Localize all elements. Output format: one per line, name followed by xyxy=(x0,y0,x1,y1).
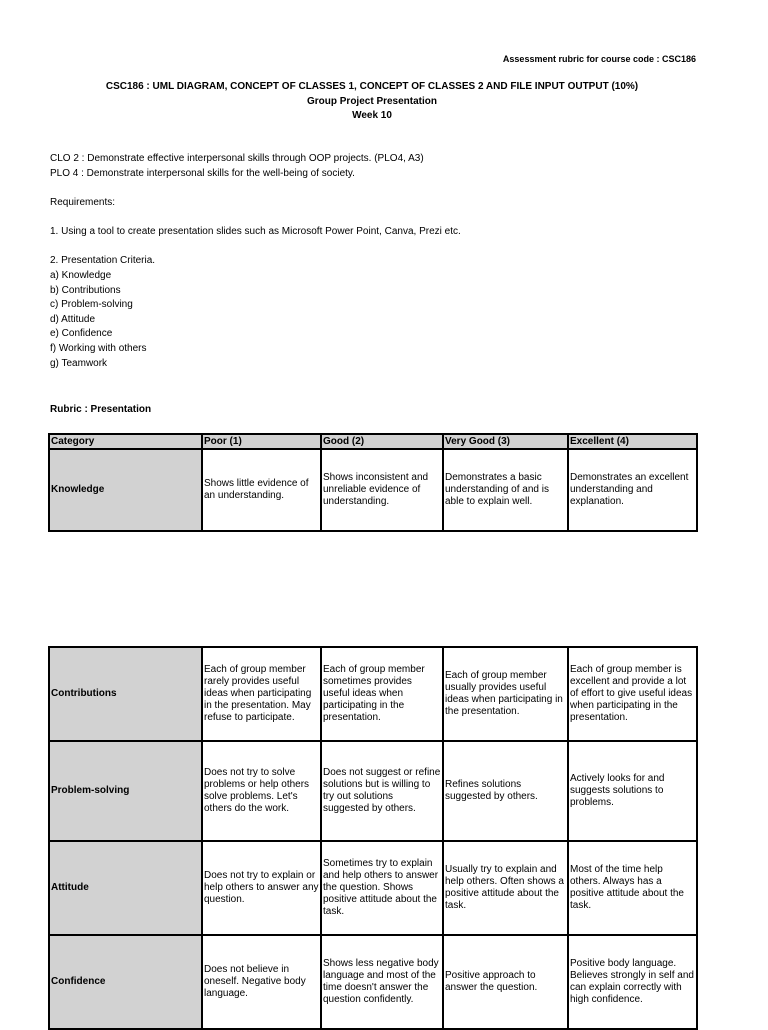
very-good-cell: Each of group member usually provides useful ideas when participating in the presentation. xyxy=(443,647,568,741)
header-excellent: Excellent (4) xyxy=(568,434,697,449)
table-header-row xyxy=(49,434,697,449)
rubric-table-part-1 xyxy=(48,433,698,532)
document-week: Week 10 xyxy=(352,110,392,121)
poor-cell: Does not try to solve problems or help others solve problems. Let's others do the work. xyxy=(202,741,321,841)
good-cell: Shows inconsistent and unreliable evidence of understanding. xyxy=(321,449,443,531)
very-good-cell: Positive approach to answer the question. xyxy=(443,935,568,1029)
criteria-item: b) Contributions xyxy=(50,285,121,296)
header-good: Good (2) xyxy=(321,434,443,449)
category-cell: Contributions xyxy=(49,647,202,741)
criteria-item: a) Knowledge xyxy=(50,270,112,281)
requirement-item-1: 1. Using a tool to create presentation slides such as Microsoft Power Point, Canva, Prezi etc. xyxy=(50,226,461,237)
category-cell: Knowledge xyxy=(49,449,202,531)
excellent-cell: Most of the time help others. Always has a positive attitude about the task. xyxy=(568,841,697,935)
poor-cell: Does not try to explain or help others to answer any question. xyxy=(202,841,321,935)
header-very-good: Very Good (3) xyxy=(443,434,568,449)
criteria-item: f) Working with others xyxy=(50,343,147,354)
good-cell: Sometimes try to explain and help others to answer the question. Shows positive attitude about the task. xyxy=(321,841,443,935)
good-cell: Shows less negative body language and most of the time doesn't answer the question confidently. xyxy=(321,935,443,1029)
clo-statement: CLO 2 : Demonstrate effective interpersonal skills through OOP projects. (PLO4, A3) xyxy=(50,153,424,164)
poor-cell: Does not believe in oneself. Negative body language. xyxy=(202,935,321,1029)
very-good-cell: Demonstrates a basic understanding of and is able to explain well. xyxy=(443,449,568,531)
header-poor: Poor (1) xyxy=(202,434,321,449)
very-good-cell: Usually try to explain and help others. Often shows a positive attitude about the task. xyxy=(443,841,568,935)
category-cell: Attitude xyxy=(49,841,202,935)
poor-cell: Each of group member rarely provides useful ideas when participating in the presentation. May refuse to participate. xyxy=(202,647,321,741)
excellent-cell: Actively looks for and suggests solutions to problems. xyxy=(568,741,697,841)
requirements-heading: Requirements: xyxy=(50,197,116,208)
criteria-item: d) Attitude xyxy=(50,314,96,325)
good-cell: Does not suggest or refine solutions but is willing to try out solutions suggested by others. xyxy=(321,741,443,841)
header-category: Category xyxy=(49,434,202,449)
table-row xyxy=(49,841,697,935)
excellent-cell: Positive body language. Believes strongly in self and can explain correctly with high confidence. xyxy=(568,935,697,1029)
criteria-item: e) Confidence xyxy=(50,328,113,339)
excellent-cell: Demonstrates an excellent understanding and explanation. xyxy=(568,449,697,531)
plo-statement: PLO 4 : Demonstrate interpersonal skills for the well-being of society. xyxy=(50,168,355,179)
table-row xyxy=(49,449,697,531)
category-cell: Confidence xyxy=(49,935,202,1029)
table-row xyxy=(49,935,697,1029)
category-cell: Problem-solving xyxy=(49,741,202,841)
table-row xyxy=(49,741,697,841)
good-cell: Each of group member sometimes provides useful ideas when participating in the presentation. xyxy=(321,647,443,741)
criteria-item: g) Teamwork xyxy=(50,358,108,369)
rubric-title: Rubric : Presentation xyxy=(50,404,152,415)
very-good-cell: Refines solutions suggested by others. xyxy=(443,741,568,841)
course-code-line: Assessment rubric for course code : CSC186 xyxy=(502,54,696,64)
document-title: CSC186 : UML DIAGRAM, CONCEPT OF CLASSES 1, CONCEPT OF CLASSES 2 AND FILE INPUT OUTPUT (10%) xyxy=(105,81,639,92)
poor-cell: Shows little evidence of an understanding. xyxy=(202,449,321,531)
excellent-cell: Each of group member is excellent and provide a lot of effort to give useful ideas when participating in the presentation. xyxy=(568,647,697,741)
criteria-item: c) Problem-solving xyxy=(50,299,133,310)
document-subtitle: Group Project Presentation xyxy=(306,96,438,107)
requirement-item-2: 2. Presentation Criteria. xyxy=(50,255,156,266)
table-row xyxy=(49,647,697,741)
rubric-table-part-2 xyxy=(48,646,698,1030)
